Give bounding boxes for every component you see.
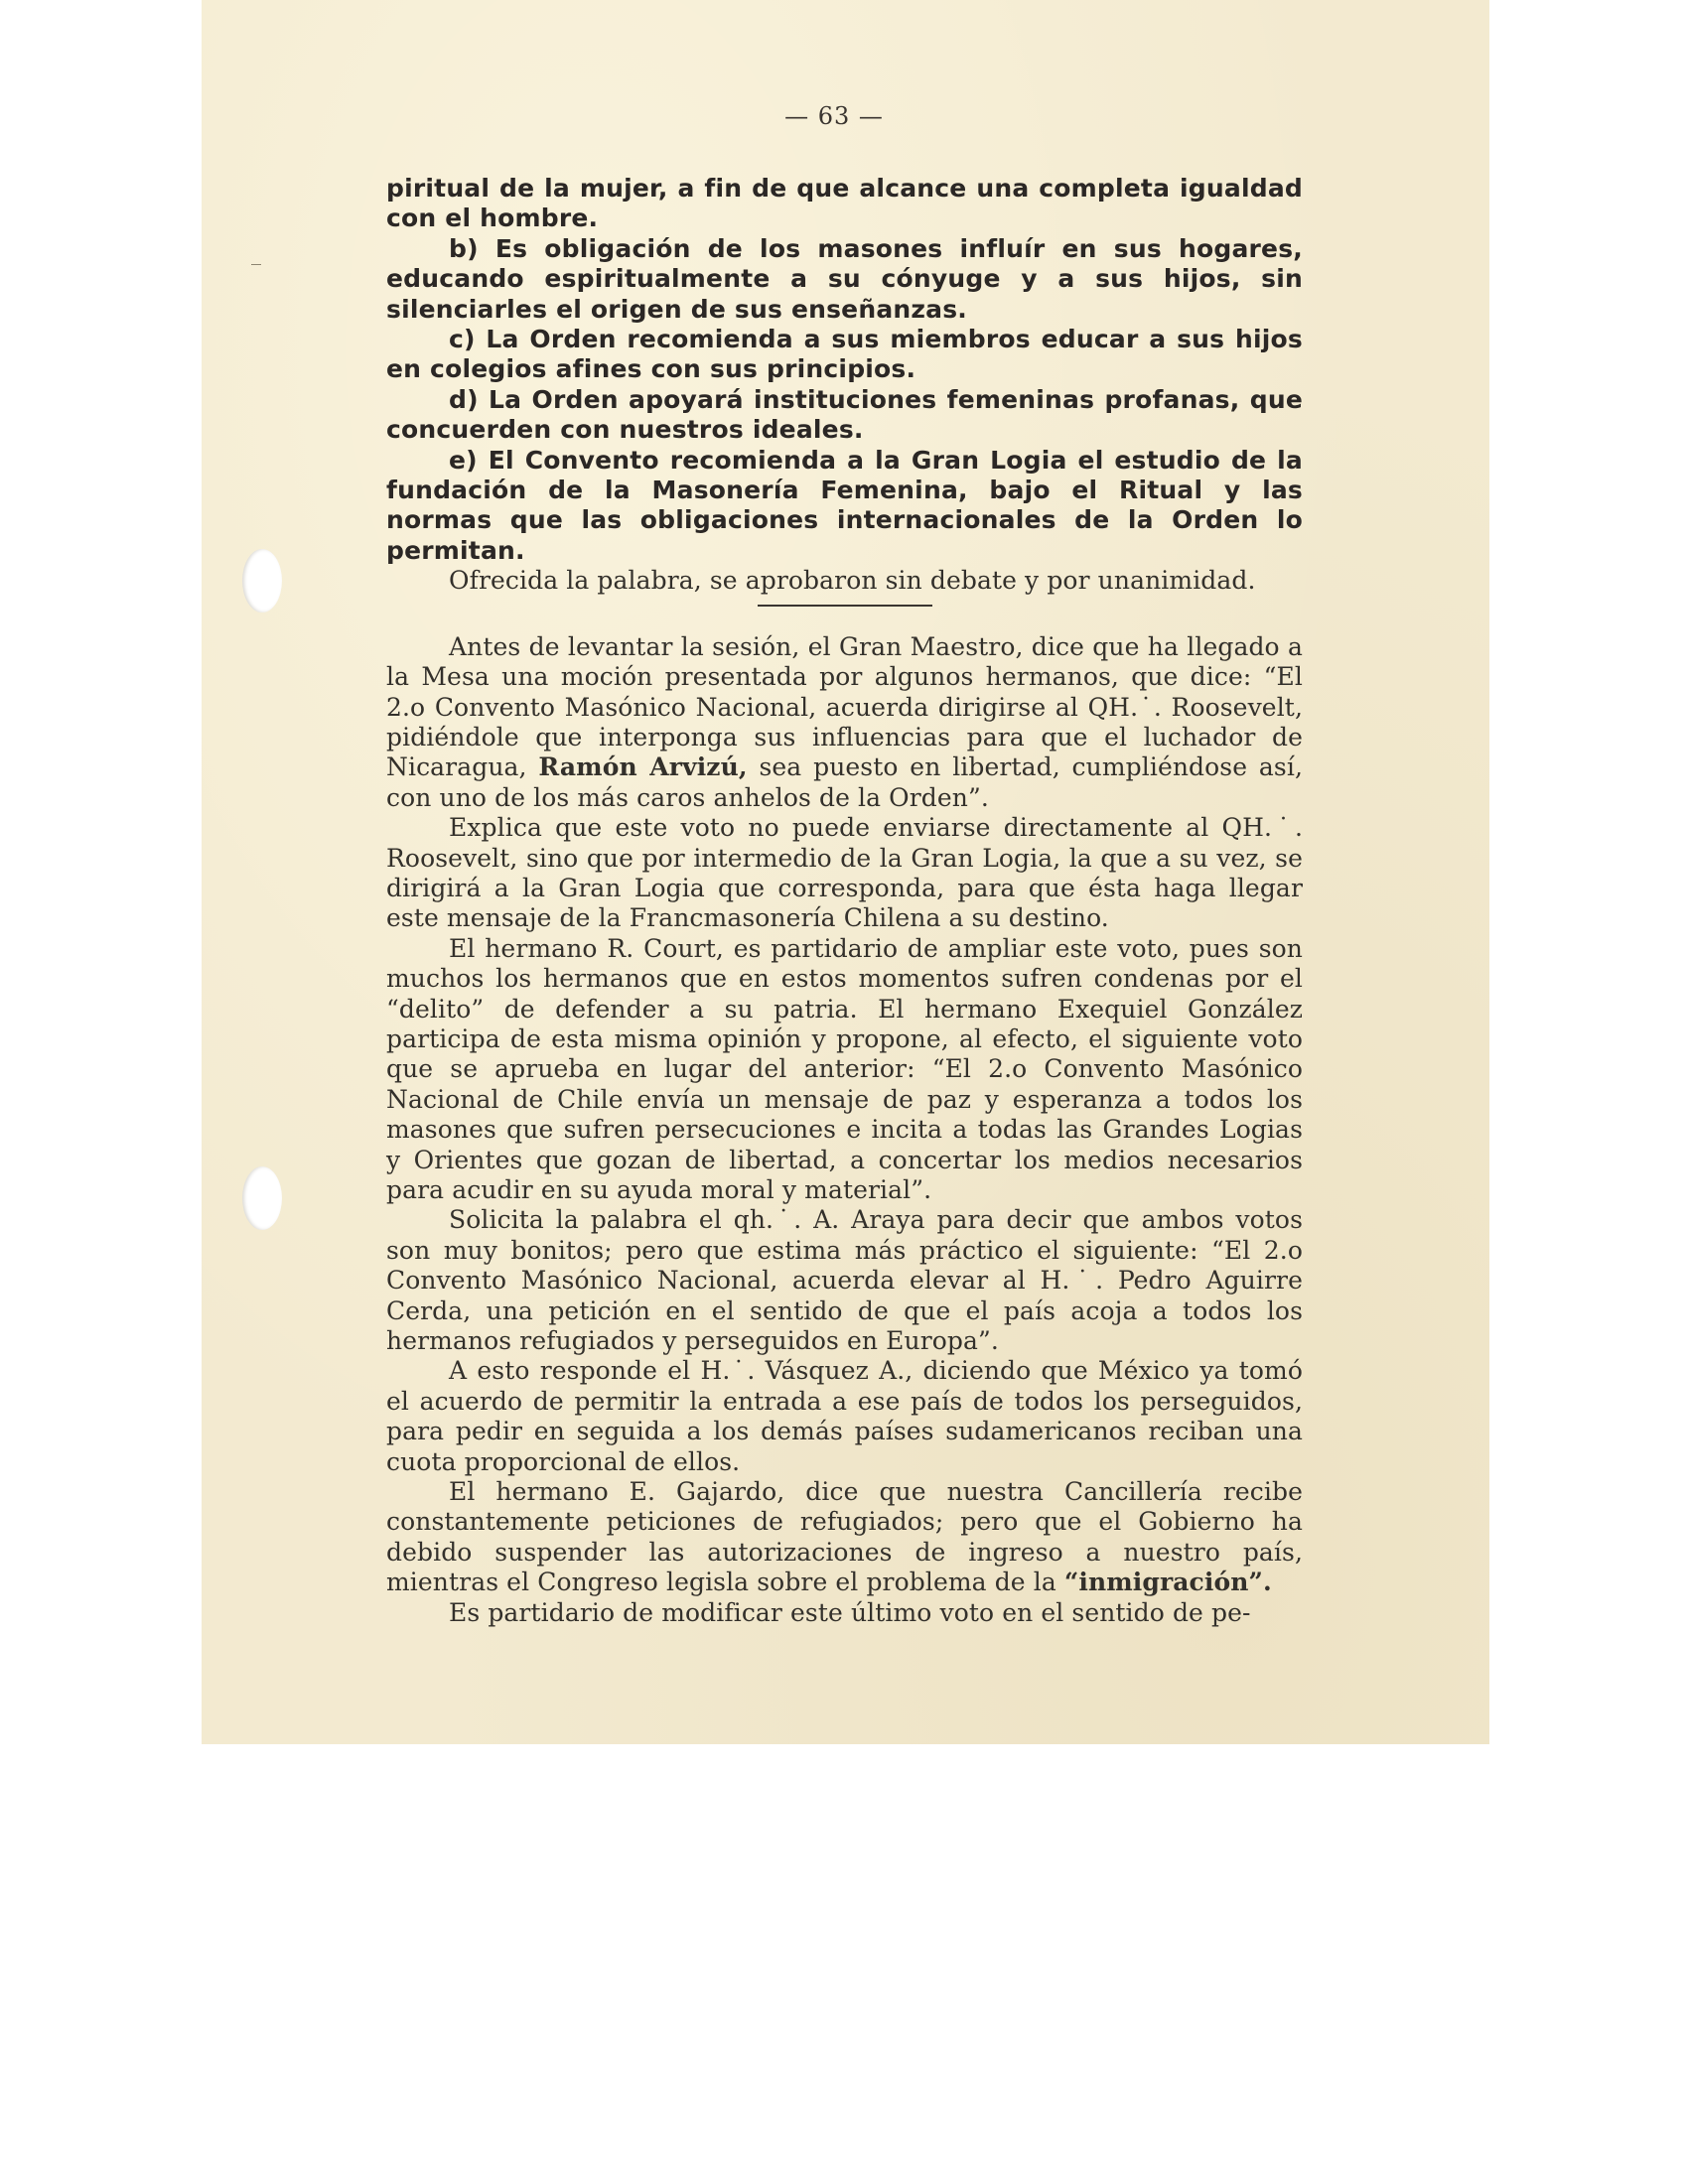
approval-paragraph: Ofrecida la palabra, se aprobaron sin debate y por unanimidad. (449, 566, 1256, 596)
margin-mark (251, 264, 261, 265)
page-number: — 63 — (784, 102, 884, 130)
page-body (386, 174, 1303, 1628)
explanation-paragraph: Explica que este voto no puede enviarse directamente al QH.˙. Roosevelt, sino que por intermedio de la Gran Logia, la que a su vez, se dirigirá a la Gran Logia que corresponda, para que ésta haga llegar este mensaje de la Francmasonería Chilena a su destino. (386, 813, 1303, 933)
court-paragraph: El hermano R. Court, es partidario de ampliar este voto, pues son muchos los hermanos que en estos momentos sufren condenas por el “delito” de defender a su patria. El hermano Exequiel González participa de esta misma opinión y propone, al efecto, el siguiente voto que se aprueba en lugar del anterior: “El 2.o Convento Masónico Nacional de Chile envía un mensaje de paz y esperanza a todos los masones que sufren persecuciones e incita a todas las Grandes Logias y Orientes que gozan de libertad, a concertar los medios necesarios para acudir en su ayuda moral y material”. (386, 933, 1303, 1204)
motion-paragraph (386, 632, 1303, 813)
final-paragraph: Es partidario de modificar este último voto en el sentido de pe- (449, 1597, 1251, 1627)
approval-note-section (386, 566, 1303, 596)
motion-text-end: sea puesto en libertad, cumpliéndose así, con uno de los más caros anhelos de la Orden”. (386, 752, 1303, 812)
section-divider (758, 605, 932, 607)
gajardo-paragraph (386, 1477, 1303, 1598)
item-d: d) La Orden apoyará instituciones femeninas profanas, que concuerden con nuestros ideales. (386, 384, 1303, 445)
vasquez-paragraph: A esto responde el H.˙. Vásquez A., diciendo que México ya tomó el acuerdo de permitir la entrada a ese país de todos los perseguidos, para pedir en seguida a los demás países sudamericanos reciban una cuota proporcional de ellos. (386, 1356, 1303, 1476)
paragraph-continuation: piritual de la mujer, a fin de que alcance una completa igualdad con el hombre. (386, 174, 1303, 233)
motion-text-start: Antes de levantar la sesión, el Gran Maestro, dice que ha llegado a la Mesa una moción presentada por algunos hermanos, que dice: “El 2.o Convento Masónico Nacional, acuerda dirigirse al QH.˙. Roosevelt, pidiéndole que interponga sus influencias para que el luchador de Nicaragua, (386, 631, 1303, 782)
punch-hole-top (242, 549, 282, 613)
item-b: b) Es obligación de los masones influír en sus hogares, educando espiritualmente a su cónyuge y a sus hijos, sin silenciarles el origen de sus enseñanzas. (386, 233, 1303, 324)
minutes-section (386, 632, 1303, 1628)
motion-name-bold: Ramón Arvizú, (538, 752, 748, 782)
inmigracion-bold: “inmigración”. (1063, 1568, 1272, 1597)
araya-paragraph: Solicita la palabra el qh.˙. A. Araya para decir que ambos votos son muy bonitos; pero que estima más práctico el siguiente: “El 2.o Convento Masónico Nacional, acuerda elevar al H.˙. Pedro Aguirre Cerda, una petición en el sentido de que el país acoja a todos los hermanos refugiados y perseguidos en Europa”. (386, 1205, 1303, 1356)
gajardo-text: El hermano E. Gajardo, dice que nuestra Cancillería recibe constantemente peticiones de refugiados; pero que el Gobierno ha debido suspender las autorizaciones de ingreso a nuestro país, mientras el Congreso legisla sobre el problema de la (386, 1477, 1303, 1597)
resolutions-section (386, 174, 1303, 566)
item-e: e) El Convento recomienda a la Gran Logia el estudio de la fundación de la Masonería Femenina, bajo el Ritual y las normas que las obligaciones internacionales de la Orden lo permitan. (386, 445, 1303, 565)
punch-hole-bottom (242, 1166, 282, 1230)
item-c: c) La Orden recomienda a sus miembros educar a sus hijos en colegios afines con sus principios. (386, 325, 1303, 384)
